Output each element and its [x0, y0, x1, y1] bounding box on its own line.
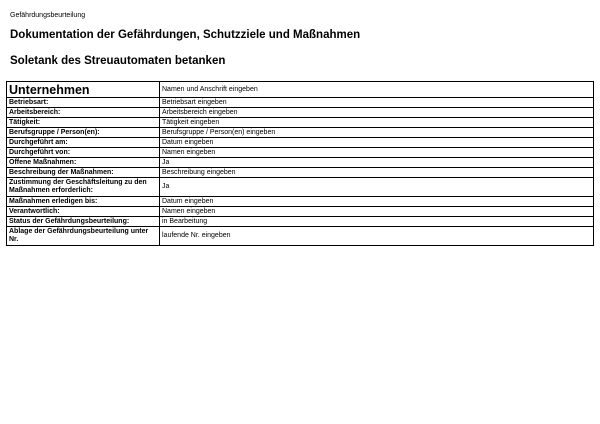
table-row — [7, 158, 594, 168]
table-row — [7, 98, 594, 108]
table-row — [7, 128, 594, 138]
row-value-field[interactable]: Datum eingeben — [160, 138, 594, 148]
row-value-field[interactable]: in Bearbeitung — [160, 217, 594, 227]
document-title: Dokumentation der Gefährdungen, Schutzziele und Maßnahmen — [10, 29, 361, 41]
table-row — [7, 168, 594, 178]
row-value-field[interactable]: Namen eingeben — [160, 148, 594, 158]
row-label: Maßnahmen erledigen bis: — [7, 197, 160, 207]
table-row — [7, 138, 594, 148]
row-label: Betriebsart: — [7, 98, 160, 108]
row-label: Status der Gefährdungsbeurteilung: — [7, 217, 160, 227]
row-label: Durchgeführt von: — [7, 148, 160, 158]
row-label: Ablage der Gefährdungsbeurteilung unter Nr. — [7, 227, 160, 246]
row-value-field[interactable]: Berufsgruppe / Person(en) eingeben — [160, 128, 594, 138]
row-value-field[interactable]: laufende Nr. eingeben — [160, 227, 594, 246]
row-value-field[interactable]: Arbeitsbereich eingeben — [160, 108, 594, 118]
row-value-field[interactable]: Ja — [160, 158, 594, 168]
row-label: Arbeitsbereich: — [7, 108, 160, 118]
table-row — [7, 148, 594, 158]
document-subtitle: Soletank des Streuautomaten betanken — [10, 55, 226, 67]
row-label: Beschreibung der Maßnahmen: — [7, 168, 160, 178]
row-label: Berufsgruppe / Person(en): — [7, 128, 160, 138]
row-label: Offene Maßnahmen: — [7, 158, 160, 168]
table-row — [7, 227, 594, 246]
row-value-field[interactable]: Beschreibung eingeben — [160, 168, 594, 178]
row-value-field[interactable]: Betriebsart eingeben — [160, 98, 594, 108]
row-value-field[interactable]: Tätigkeit eingeben — [160, 118, 594, 128]
table-row — [7, 207, 594, 217]
row-label: Verantwortlich: — [7, 207, 160, 217]
table-row — [7, 197, 594, 207]
company-value-field[interactable]: Namen und Anschrift eingeben — [160, 82, 594, 98]
company-label: Unternehmen — [7, 82, 160, 98]
assessment-form-table — [6, 81, 594, 246]
row-value-field[interactable]: Namen eingeben — [160, 207, 594, 217]
row-label: Tätigkeit: — [7, 118, 160, 128]
header-small-title: Gefährdungsbeurteilung — [10, 12, 86, 19]
row-label: Zustimmung der Geschäftsleitung zu den Maßnahmen erforderlich: — [7, 178, 160, 197]
table-row — [7, 217, 594, 227]
row-value-field[interactable]: Ja — [160, 178, 594, 197]
row-value-field[interactable]: Datum eingeben — [160, 197, 594, 207]
row-label: Durchgeführt am: — [7, 138, 160, 148]
table-row — [7, 118, 594, 128]
table-row — [7, 108, 594, 118]
table-row-company — [7, 82, 594, 98]
table-row — [7, 178, 594, 197]
